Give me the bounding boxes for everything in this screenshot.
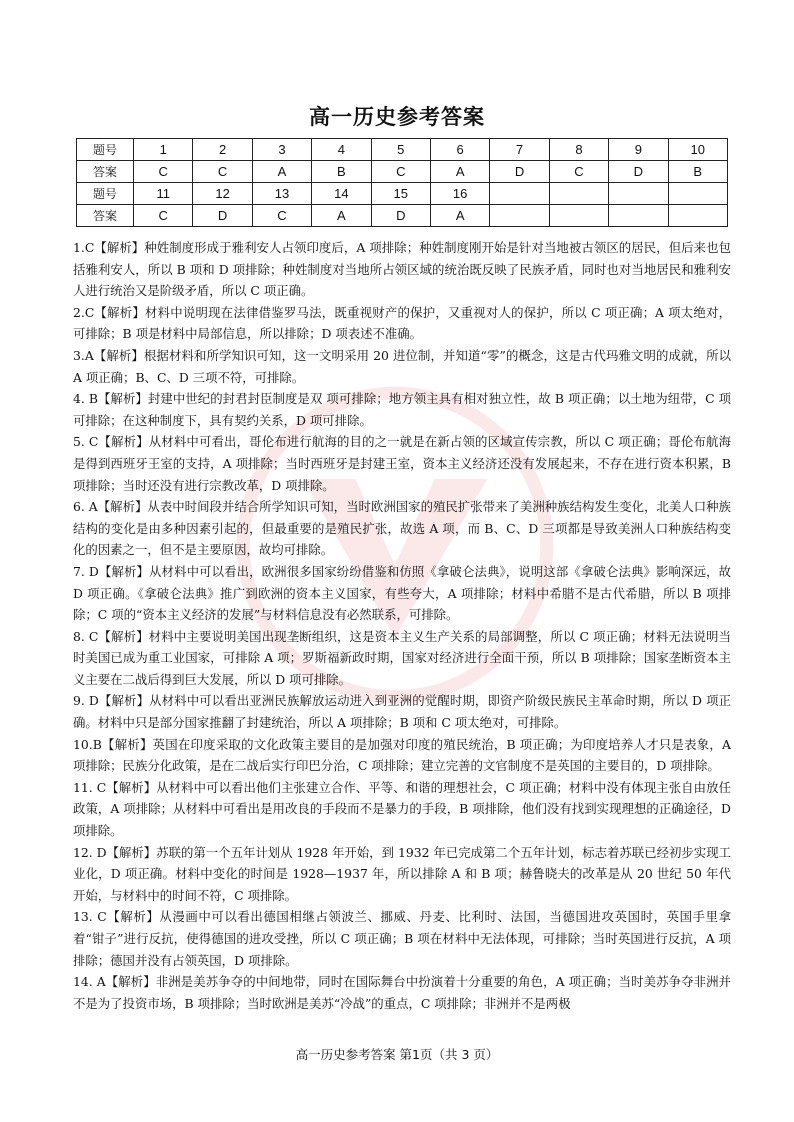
table-cell xyxy=(490,205,549,227)
table-cell: C xyxy=(134,161,193,183)
explanation-item: 3.A【解析】根据材料和所学知识可知，这一文明采用 20 进位制，并知道“零”的概念，这是古代玛雅文明的成就，所以 A 项正确；B、C、D 三项不符，可排除。 xyxy=(73,347,731,385)
table-cell xyxy=(490,183,549,205)
table-cell: 11 xyxy=(134,183,193,205)
table-cell: 10 xyxy=(668,139,727,161)
table-cell xyxy=(668,183,727,205)
explanation-item: 13. C【解析】从漫画中可以看出德国相继占领波兰、挪威、丹麦、比利时、法国，当德国进攻英国时，英国手里拿着“钳子”进行反抗，使得德国的进攻受挫，所以 C 项正确；B 项在材料中无法体现，可排除；当时英国进行反抗，A 项排除；德国并没有占领英国，D 项排除。 xyxy=(73,909,731,968)
table-cell: C xyxy=(134,205,193,227)
table-cell: C xyxy=(549,161,608,183)
explanation-item: 12. D【解析】苏联的第一个五年计划从 1928 年开始，到 1932 年已完成第二个五年计划，标志着苏联已经初步实现工业化，D 项正确。材料中变化的时间是 1928—1937 年，所以排除 A 和 B 项；赫鲁晓夫的改革是从 20 世纪 50 年代开始，与材料中的时间不符，C 项排除。 xyxy=(73,844,731,903)
explanation-item: 2.C【解析】材料中说明现在法律借鉴罗马法，既重视财产的保护，又重视对人的保护，所以 C 项正确；A 项太绝对，可排除；B 项是材料中局部信息，所以排除；D 项表述不准确。 xyxy=(73,304,731,342)
table-cell: A xyxy=(430,161,489,183)
table-cell: 6 xyxy=(430,139,489,161)
table-cell: 12 xyxy=(193,183,252,205)
table-cell: 15 xyxy=(371,183,430,205)
table-cell xyxy=(549,205,608,227)
page-footer: 高一历史参考答案 第1页（共 3 页） xyxy=(295,1047,499,1062)
table-cell: C xyxy=(193,161,252,183)
explanation-item: 5. C【解析】从材料中可看出，哥伦布进行航海的目的之一就是在新占领的区域宣传宗教，所以 C 项正确；哥伦布航海是得到西班牙王室的支持，A 项排除；当时西班牙是封建王室，资本主义经济还没有发展起来，不存在进行资本积累，B 项排除；当时还没有进行宗教改革，D 项排除。 xyxy=(73,434,731,493)
table-cell: A xyxy=(430,205,489,227)
table-row xyxy=(77,139,728,161)
table-row xyxy=(77,161,728,183)
table-cell xyxy=(668,205,727,227)
table-cell: 9 xyxy=(609,139,668,161)
table-cell: A xyxy=(252,161,311,183)
table-cell: 2 xyxy=(193,139,252,161)
page-title: 高一历史参考答案 xyxy=(309,105,485,129)
row-header: 答案 xyxy=(77,205,134,227)
explanation-item: 10.B【解析】英国在印度采取的文化政策主要目的是加强对印度的殖民统治，B 项正确；为印度培养人才只是表象，A 项排除；民族分化政策，是在二战后实行印巴分治，C 项排除；建立完善的文官制度不是英国的主要目的，D 项排除。 xyxy=(73,736,731,774)
explanation-item: 8. C【解析】材料中主要说明美国出现垄断组织，这是资本主义生产关系的局部调整，所以 C 项正确；材料无法说明当时美国已成为重工业国家，可排除 A 项；罗斯福新政时期，国家对经济进行全面干预，所以 B 项排除；国家垄断资本主义主要在二战后得到巨大发展，所以 D 项可排除。 xyxy=(73,628,731,687)
row-header: 题号 xyxy=(77,139,134,161)
table-cell: A xyxy=(312,205,371,227)
explanation-item: 14. A【解析】非洲是美苏争夺的中间地带，同时在国际舞台中扮演着十分重要的角色，A 项正确；当时美苏争夺非洲并不是为了投资市场，B 项排除；当时欧洲是美苏“冷战”的重点，C 项排除；非洲并不是两极 xyxy=(73,974,731,1011)
table-cell: 5 xyxy=(371,139,430,161)
table-cell: 3 xyxy=(252,139,311,161)
explanation-item: 4. B【解析】封建中世纪的封君封臣制度是双 项可排除；地方领主具有相对独立性，故 B 项正确；以土地为纽带，C 项可排除；在这种制度下，具有契约关系，D 项可排除。 xyxy=(73,391,731,428)
explanation-item: 9. D【解析】从材料中可以看出亚洲民族解放运动进入到亚洲的觉醒时期，即资产阶级民族民主革命时期，所以 D 项正确。材料中只是部分国家推翻了封建统治，所以 A 项排除；B 项和 C 项太绝对，可排除。 xyxy=(73,693,731,731)
table-cell: D xyxy=(609,161,668,183)
table-row xyxy=(77,205,728,227)
table-cell: C xyxy=(371,161,430,183)
table-cell: 8 xyxy=(549,139,608,161)
table-cell: D xyxy=(371,205,430,227)
table-cell: D xyxy=(193,205,252,227)
table-cell xyxy=(549,183,608,205)
explanation-item: 7. D【解析】从材料中可以看出，欧洲很多国家纷纷借鉴和仿照《拿破仑法典》，说明这部《拿破仑法典》影响深远，故 D 项正确。《拿破仑法典》推广到欧洲的资本主义国家，有些夸大，A 项排除；材料中希腊不是古代希腊，所以 B 项排除；C 项的“资本主义经济的发展”与材料信息没有必然联系，可排除。 xyxy=(73,563,731,623)
explanation-item: 6. A【解析】从表中时间段并结合所学知识可知，当时欧洲国家的殖民扩张带来了美洲种族结构发生变化，北美人口种族结构的变化是由多种因素引起的，但最重要的是殖民扩张，故选 A 项，而 B、C、D 三项都是导致美洲人口种族结构变化的因素之一，但不是主要原因，故均可排除。 xyxy=(73,499,731,558)
table-cell: 4 xyxy=(312,139,371,161)
row-header: 题号 xyxy=(77,183,134,205)
table-cell: 1 xyxy=(134,139,193,161)
table-row xyxy=(77,183,728,205)
table-cell: C xyxy=(252,205,311,227)
table-cell: B xyxy=(668,161,727,183)
table-cell xyxy=(609,183,668,205)
table-cell: 16 xyxy=(430,183,489,205)
table-cell: 14 xyxy=(312,183,371,205)
table-cell: D xyxy=(490,161,549,183)
table-cell: 7 xyxy=(490,139,549,161)
explanation-item: 1.C【解析】种姓制度形成于雅利安人占领印度后，A 项排除；种姓制度刚开始是针对当地被古领区的居民，但后来也包括雅利安人，所以 B 项和 D 项排除；种姓制度对当地所占领区域的统治既反映了民族矛盾，同时也对当地居民和雅利安人进行统治又是阶级矛盾，所以 C 项正确。 xyxy=(73,240,731,299)
table-cell: B xyxy=(312,161,371,183)
table-cell xyxy=(609,205,668,227)
explanations xyxy=(73,237,731,1014)
answer-table xyxy=(76,138,728,227)
row-header: 答案 xyxy=(77,161,134,183)
table-cell: 13 xyxy=(252,183,311,205)
explanation-item: 11. C【解析】从材料中可以看出他们主张建立合作、平等、和谐的理想社会，C 项正确；材料中没有体现主张自由放任政策，A 项排除；从材料中可看出是用改良的手段而不是暴力的手段，B 项排除，他们没有找到实现理想的正确途径，D 项排除。 xyxy=(73,779,731,839)
